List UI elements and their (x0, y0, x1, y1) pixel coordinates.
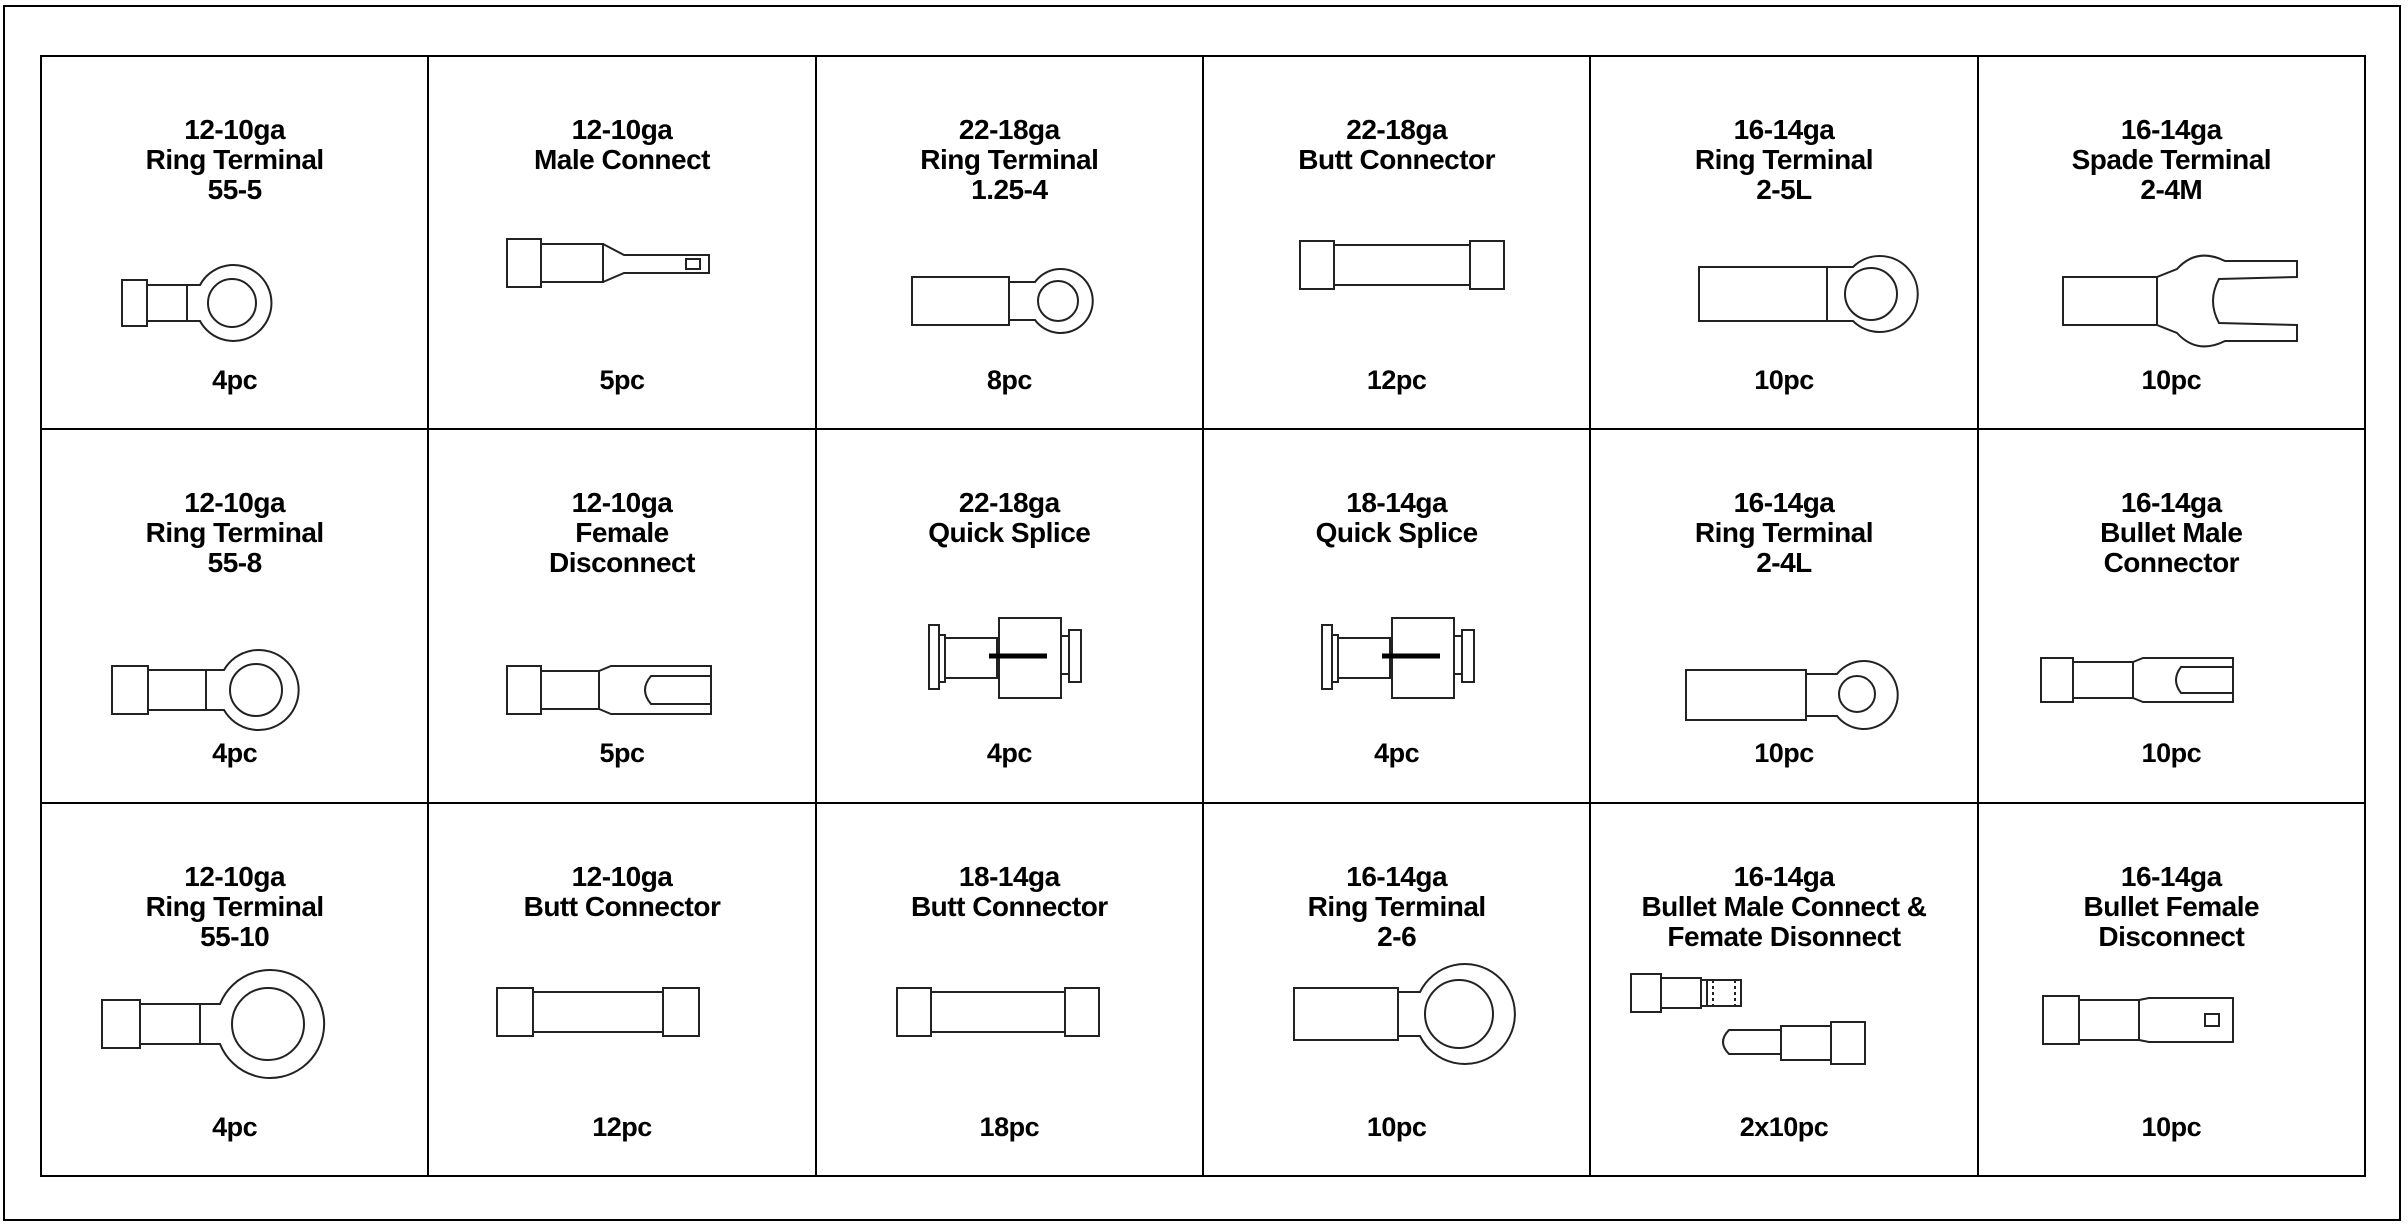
quantity: 18pc (979, 1111, 1040, 1142)
type-label: Quick Splice (928, 517, 1091, 549)
type-label: Ring Terminal (145, 517, 324, 549)
cell-4 (1204, 57, 1591, 430)
gauge-label: 16-14ga (1346, 860, 1448, 892)
type-label: Female (575, 517, 669, 549)
type-label: Butt Connector (910, 890, 1108, 922)
quantity: 12pc (1366, 365, 1427, 395)
cell-14 (429, 804, 816, 1177)
type-label: Ring Terminal (145, 890, 324, 922)
type-label: Ring Terminal (1307, 890, 1486, 922)
gauge-label: 22-18ga (958, 487, 1060, 519)
quantity: 10pc (1754, 738, 1814, 769)
gauge-label: 22-18ga (958, 114, 1060, 145)
cell-3 (817, 57, 1204, 430)
cell-12 (1979, 430, 2366, 803)
type-label: Ring Terminal (1694, 517, 1874, 549)
type-label: Male Connect (533, 144, 710, 175)
gauge-label: 16-14ga (2120, 487, 2222, 519)
size-label: Femate Disonnect (1667, 920, 1901, 952)
size-label: 2-4M (2140, 174, 2203, 205)
type-label: Quick Splice (1315, 517, 1478, 549)
type-label: Bullet Male Connect & (1641, 890, 1927, 922)
quantity: 4pc (986, 738, 1032, 769)
quantity: 5pc (599, 365, 645, 395)
gauge-label: 12-10ga (571, 860, 673, 892)
cell-2 (429, 57, 816, 430)
size-label: 55-8 (207, 547, 262, 579)
type-label: Bullet Male (2100, 517, 2243, 549)
cell-7 (42, 430, 429, 803)
quantity: 4pc (212, 738, 258, 769)
size-label: Disconnect (2098, 920, 2245, 952)
gauge-label: 16-14ga (1733, 114, 1835, 145)
quantity: 10pc (1366, 1111, 1427, 1142)
cell-18 (1979, 804, 2366, 1177)
gauge-label: 16-14ga (2120, 860, 2222, 892)
size-label: Connector (2103, 547, 2240, 579)
type-label: Bullet Female (2083, 890, 2260, 922)
cell-5 (1591, 57, 1978, 430)
type-label: Butt Connector (523, 890, 721, 922)
quantity: 10pc (2141, 365, 2202, 395)
quantity: 10pc (2141, 1111, 2202, 1142)
gauge-label: 18-14ga (1346, 487, 1448, 519)
cell-8 (429, 430, 816, 803)
cell-6 (1979, 57, 2366, 430)
quantity: 8pc (986, 365, 1032, 395)
cell-13 (42, 804, 429, 1177)
cell-9 (817, 430, 1204, 803)
connector-grid (40, 55, 2366, 1177)
gauge-label: 22-18ga (1346, 114, 1448, 145)
type-label: Ring Terminal (145, 144, 324, 175)
type-label: Spade Terminal (2071, 144, 2272, 175)
size-label: 2-4L (1756, 547, 1812, 579)
type-label: Ring Terminal (1694, 144, 1874, 175)
size-label: 1.25-4 (971, 174, 1048, 205)
quantity: 5pc (599, 738, 645, 769)
gauge-label: 16-14ga (2120, 114, 2222, 145)
cell-1 (42, 57, 429, 430)
quantity: 12pc (592, 1111, 652, 1142)
quantity: 4pc (212, 365, 258, 395)
gauge-label: 12-10ga (184, 487, 286, 519)
quantity: 10pc (1754, 365, 1814, 395)
gauge-label: 12-10ga (571, 114, 673, 145)
cell-17 (1591, 804, 1978, 1177)
quantity: 10pc (2141, 738, 2202, 769)
cell-10 (1204, 430, 1591, 803)
cell-16 (1204, 804, 1591, 1177)
quantity: 4pc (212, 1111, 258, 1142)
size-label: Disconnect (549, 547, 695, 579)
gauge-label: 12-10ga (184, 114, 286, 145)
gauge-label: 16-14ga (1733, 487, 1835, 519)
gauge-label: 18-14ga (958, 860, 1060, 892)
cell-11 (1591, 430, 1978, 803)
size-label: 55-10 (200, 920, 270, 952)
gauge-label: 12-10ga (184, 860, 286, 892)
size-label: 2-6 (1377, 920, 1417, 952)
gauge-label: 12-10ga (571, 487, 673, 519)
gauge-label: 16-14ga (1733, 860, 1835, 892)
type-label: Ring Terminal (920, 144, 1099, 175)
quantity: 2x10pc (1739, 1111, 1829, 1142)
quantity: 4pc (1374, 738, 1420, 769)
size-label: 2-5L (1756, 174, 1812, 205)
type-label: Butt Connector (1298, 144, 1496, 175)
cell-15 (817, 804, 1204, 1177)
size-label: 55-5 (207, 174, 262, 205)
